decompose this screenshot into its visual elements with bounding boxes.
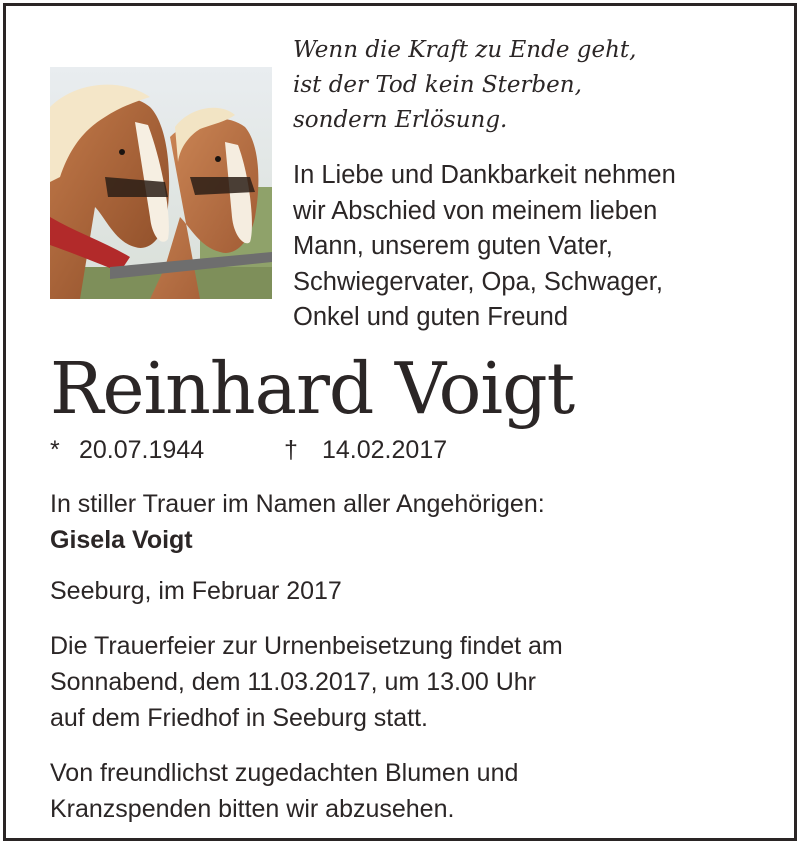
birth-symbol: * bbox=[50, 436, 60, 464]
memorial-quote bbox=[293, 33, 636, 138]
mourners-block bbox=[50, 486, 545, 558]
flowers-line: Von freundlichst zugedachten Blumen und bbox=[50, 759, 519, 787]
ceremony-line: Sonnabend, dem 11.03.2017, um 13.00 Uhr bbox=[50, 668, 536, 696]
farewell-intro bbox=[293, 158, 676, 336]
death-symbol: † bbox=[284, 436, 298, 464]
ceremony-line: Die Trauerfeier zur Urnenbeisetzung findet am bbox=[50, 632, 563, 660]
intro-line: In Liebe und Dankbarkeit nehmen bbox=[293, 161, 676, 189]
horses-image-icon bbox=[50, 67, 272, 299]
place-date-line: Seeburg, im Februar 2017 bbox=[50, 577, 342, 605]
death-date: 14.02.2017 bbox=[322, 436, 448, 464]
intro-line: Mann, unserem guten Vater, bbox=[293, 232, 613, 260]
ceremony-line: auf dem Friedhof in Seeburg statt. bbox=[50, 704, 428, 732]
quote-line: sondern Erlösung. bbox=[293, 107, 508, 133]
intro-line: Onkel und guten Freund bbox=[293, 303, 569, 331]
birth-date: 20.07.1944 bbox=[79, 436, 205, 464]
quote-line: Wenn die Kraft zu Ende geht, bbox=[293, 37, 637, 63]
mourner-name: Gisela Voigt bbox=[50, 526, 193, 554]
place-date bbox=[50, 573, 342, 609]
obituary-card bbox=[3, 3, 797, 841]
quote-line: ist der Tod kein Sterben, bbox=[293, 72, 582, 98]
deceased-name: Reinhard Voigt bbox=[50, 347, 575, 430]
mourners-line: In stiller Trauer im Namen aller Angehörigen: bbox=[50, 490, 545, 518]
flowers-note bbox=[50, 755, 518, 827]
horses-photo bbox=[50, 67, 272, 299]
intro-line: Schwiegervater, Opa, Schwager, bbox=[293, 267, 663, 296]
ceremony-info bbox=[50, 628, 563, 736]
intro-line: wir Abschied von meinem lieben bbox=[293, 196, 658, 225]
flowers-line: Kranzspenden bitten wir abzusehen. bbox=[50, 795, 455, 823]
